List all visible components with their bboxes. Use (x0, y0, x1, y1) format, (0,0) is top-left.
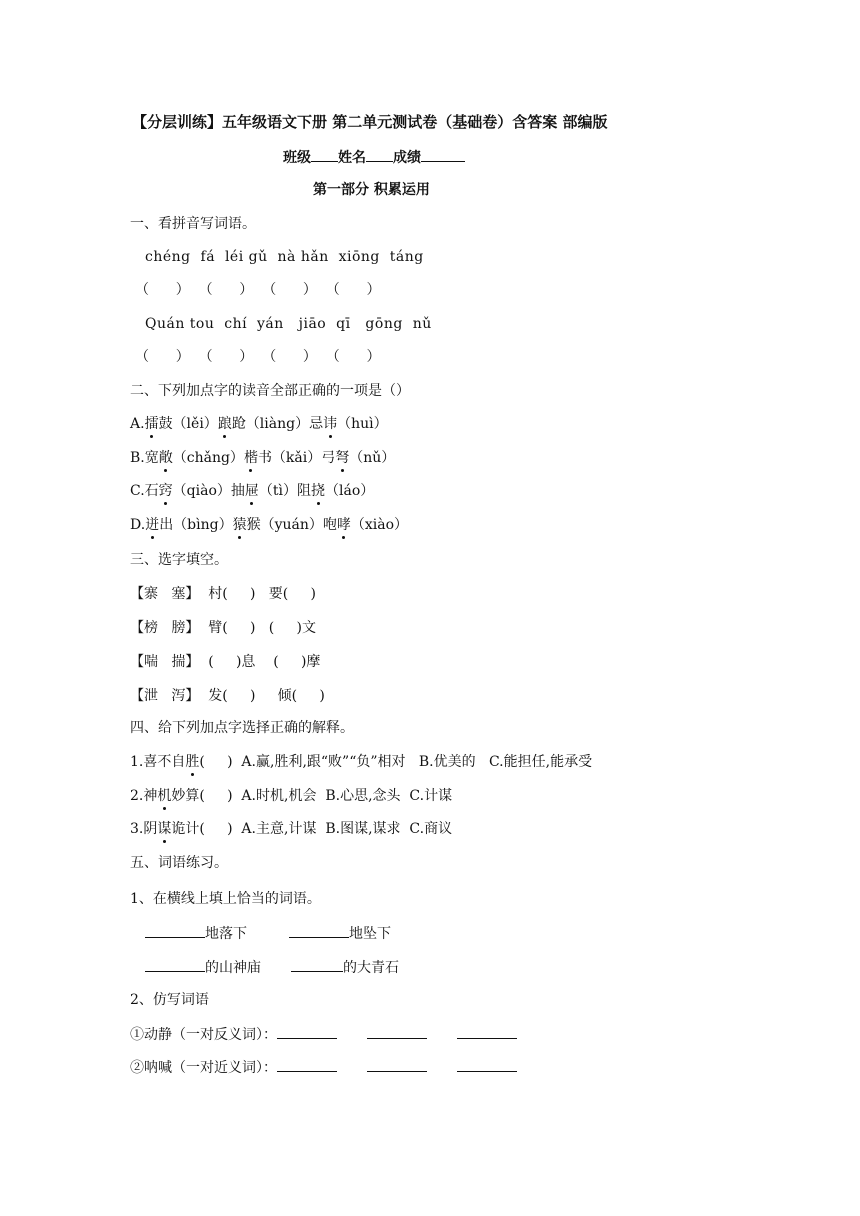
char-choice-row[interactable]: 【榜 膀】 臂( ) ( )文 (130, 620, 316, 636)
meaning-item-3[interactable]: 3.阴谋诡计( ) A.主意,计谋 B.图谋,谋求 C.商议 (130, 821, 453, 837)
dotted-char: 迸 (145, 517, 160, 533)
section-2-heading: 二、下列加点字的读音全部正确的一项是（） (130, 383, 410, 399)
fill-row-1[interactable]: 地落下 地坠下 (145, 923, 391, 944)
dotted-char: 楷 (243, 450, 258, 466)
fill-blank[interactable] (145, 957, 205, 972)
char-choice-row[interactable]: 【寨 塞】 村( ) 要( ) (130, 586, 316, 602)
name-label: 姓名 (338, 150, 366, 166)
dotted-char: 谋 (157, 821, 172, 837)
dotted-char: 讳 (323, 416, 338, 432)
answer-blanks-row-2[interactable]: （ ） （ ） （ ） （ ） (135, 349, 381, 365)
dotted-char: 哮 (336, 517, 351, 533)
dotted-char: 挠 (311, 483, 325, 499)
answer-blanks-row-1[interactable]: （ ） （ ） （ ） （ ） (135, 282, 381, 298)
fill-blank[interactable] (457, 1024, 517, 1039)
fill-row-2[interactable]: 的山神庙 的大青石 (145, 957, 399, 978)
name-blank[interactable] (366, 147, 393, 162)
header-fields (283, 147, 465, 168)
imitate-row-2[interactable]: ②呐喊（一对近义词）： (130, 1057, 517, 1078)
document-title: 【分层训练】五年级语文下册 第二单元测试卷（基础卷）含答案 部编版 (132, 113, 608, 131)
section-3-heading: 三、选字填空。 (130, 552, 228, 568)
char-choice-row[interactable]: 【泄 泻】 发( ) 倾( ) (130, 688, 325, 704)
meaning-item-1[interactable]: 1.喜不自胜( ) A.赢,胜利,跟“败”“负”相对 B.优美的 C.能担任,能承受 (130, 754, 593, 770)
dotted-char: 胜 (185, 754, 200, 770)
meaning-item-2[interactable]: 2.神机妙算( ) A.时机,机会 B.心思,念头 C.计谋 (130, 788, 453, 804)
score-blank[interactable] (421, 147, 465, 162)
option-c[interactable]: C.石窍（qiào）抽屉（tì）阻挠（láo） (130, 483, 375, 499)
imitate-row-1[interactable]: ①动静（一对反义词）： (130, 1024, 517, 1045)
fill-blank[interactable] (289, 923, 349, 938)
fill-blank[interactable] (457, 1057, 517, 1072)
dotted-char: 弩 (335, 450, 350, 466)
option-a[interactable]: A.擂鼓（lěi）踉跄（liàng）忌讳（huì） (130, 416, 388, 432)
fill-blank[interactable] (277, 1024, 337, 1039)
pinyin-row-2: Quán tou chí yán jiāo qī gōng nǔ (145, 316, 432, 332)
option-b[interactable]: B.宽敞（chǎng）楷书（kǎi）弓弩（nǔ） (130, 450, 396, 466)
dotted-char: 窍 (158, 483, 173, 499)
section-4-heading: 四、给下列加点字选择正确的解释。 (130, 720, 354, 736)
fill-blank[interactable] (367, 1024, 427, 1039)
section-1-heading: 一、看拼音写词语。 (130, 216, 256, 232)
fill-blank[interactable] (291, 957, 343, 972)
class-label: 班级 (283, 150, 311, 166)
dotted-char: 擂 (144, 416, 159, 432)
fill-blank[interactable] (277, 1057, 337, 1072)
subsection-1-heading: 1、在横线上填上恰当的词语。 (130, 891, 321, 907)
subsection-2-heading: 2、仿写词语 (130, 992, 209, 1008)
part-title: 第一部分 积累运用 (313, 182, 430, 198)
dotted-char: 屉 (244, 483, 259, 499)
section-5-heading: 五、词语练习。 (130, 855, 228, 871)
dotted-char: 敞 (158, 450, 173, 466)
class-blank[interactable] (311, 147, 338, 162)
dotted-char: 机 (157, 788, 172, 804)
option-d[interactable]: D.迸出（bìng）猿猴（yuán）咆哮（xiào） (130, 517, 409, 533)
char-choice-row[interactable]: 【喘 揣】 ( )息 ( )摩 (130, 654, 321, 670)
fill-blank[interactable] (145, 923, 205, 938)
fill-blank[interactable] (367, 1057, 427, 1072)
pinyin-row-1: chéng fá léi gǔ nà hǎn xiōng táng (145, 249, 424, 265)
score-label: 成绩 (393, 150, 421, 166)
dotted-char: 踉 (217, 416, 232, 432)
dotted-char: 猿 (232, 517, 247, 533)
